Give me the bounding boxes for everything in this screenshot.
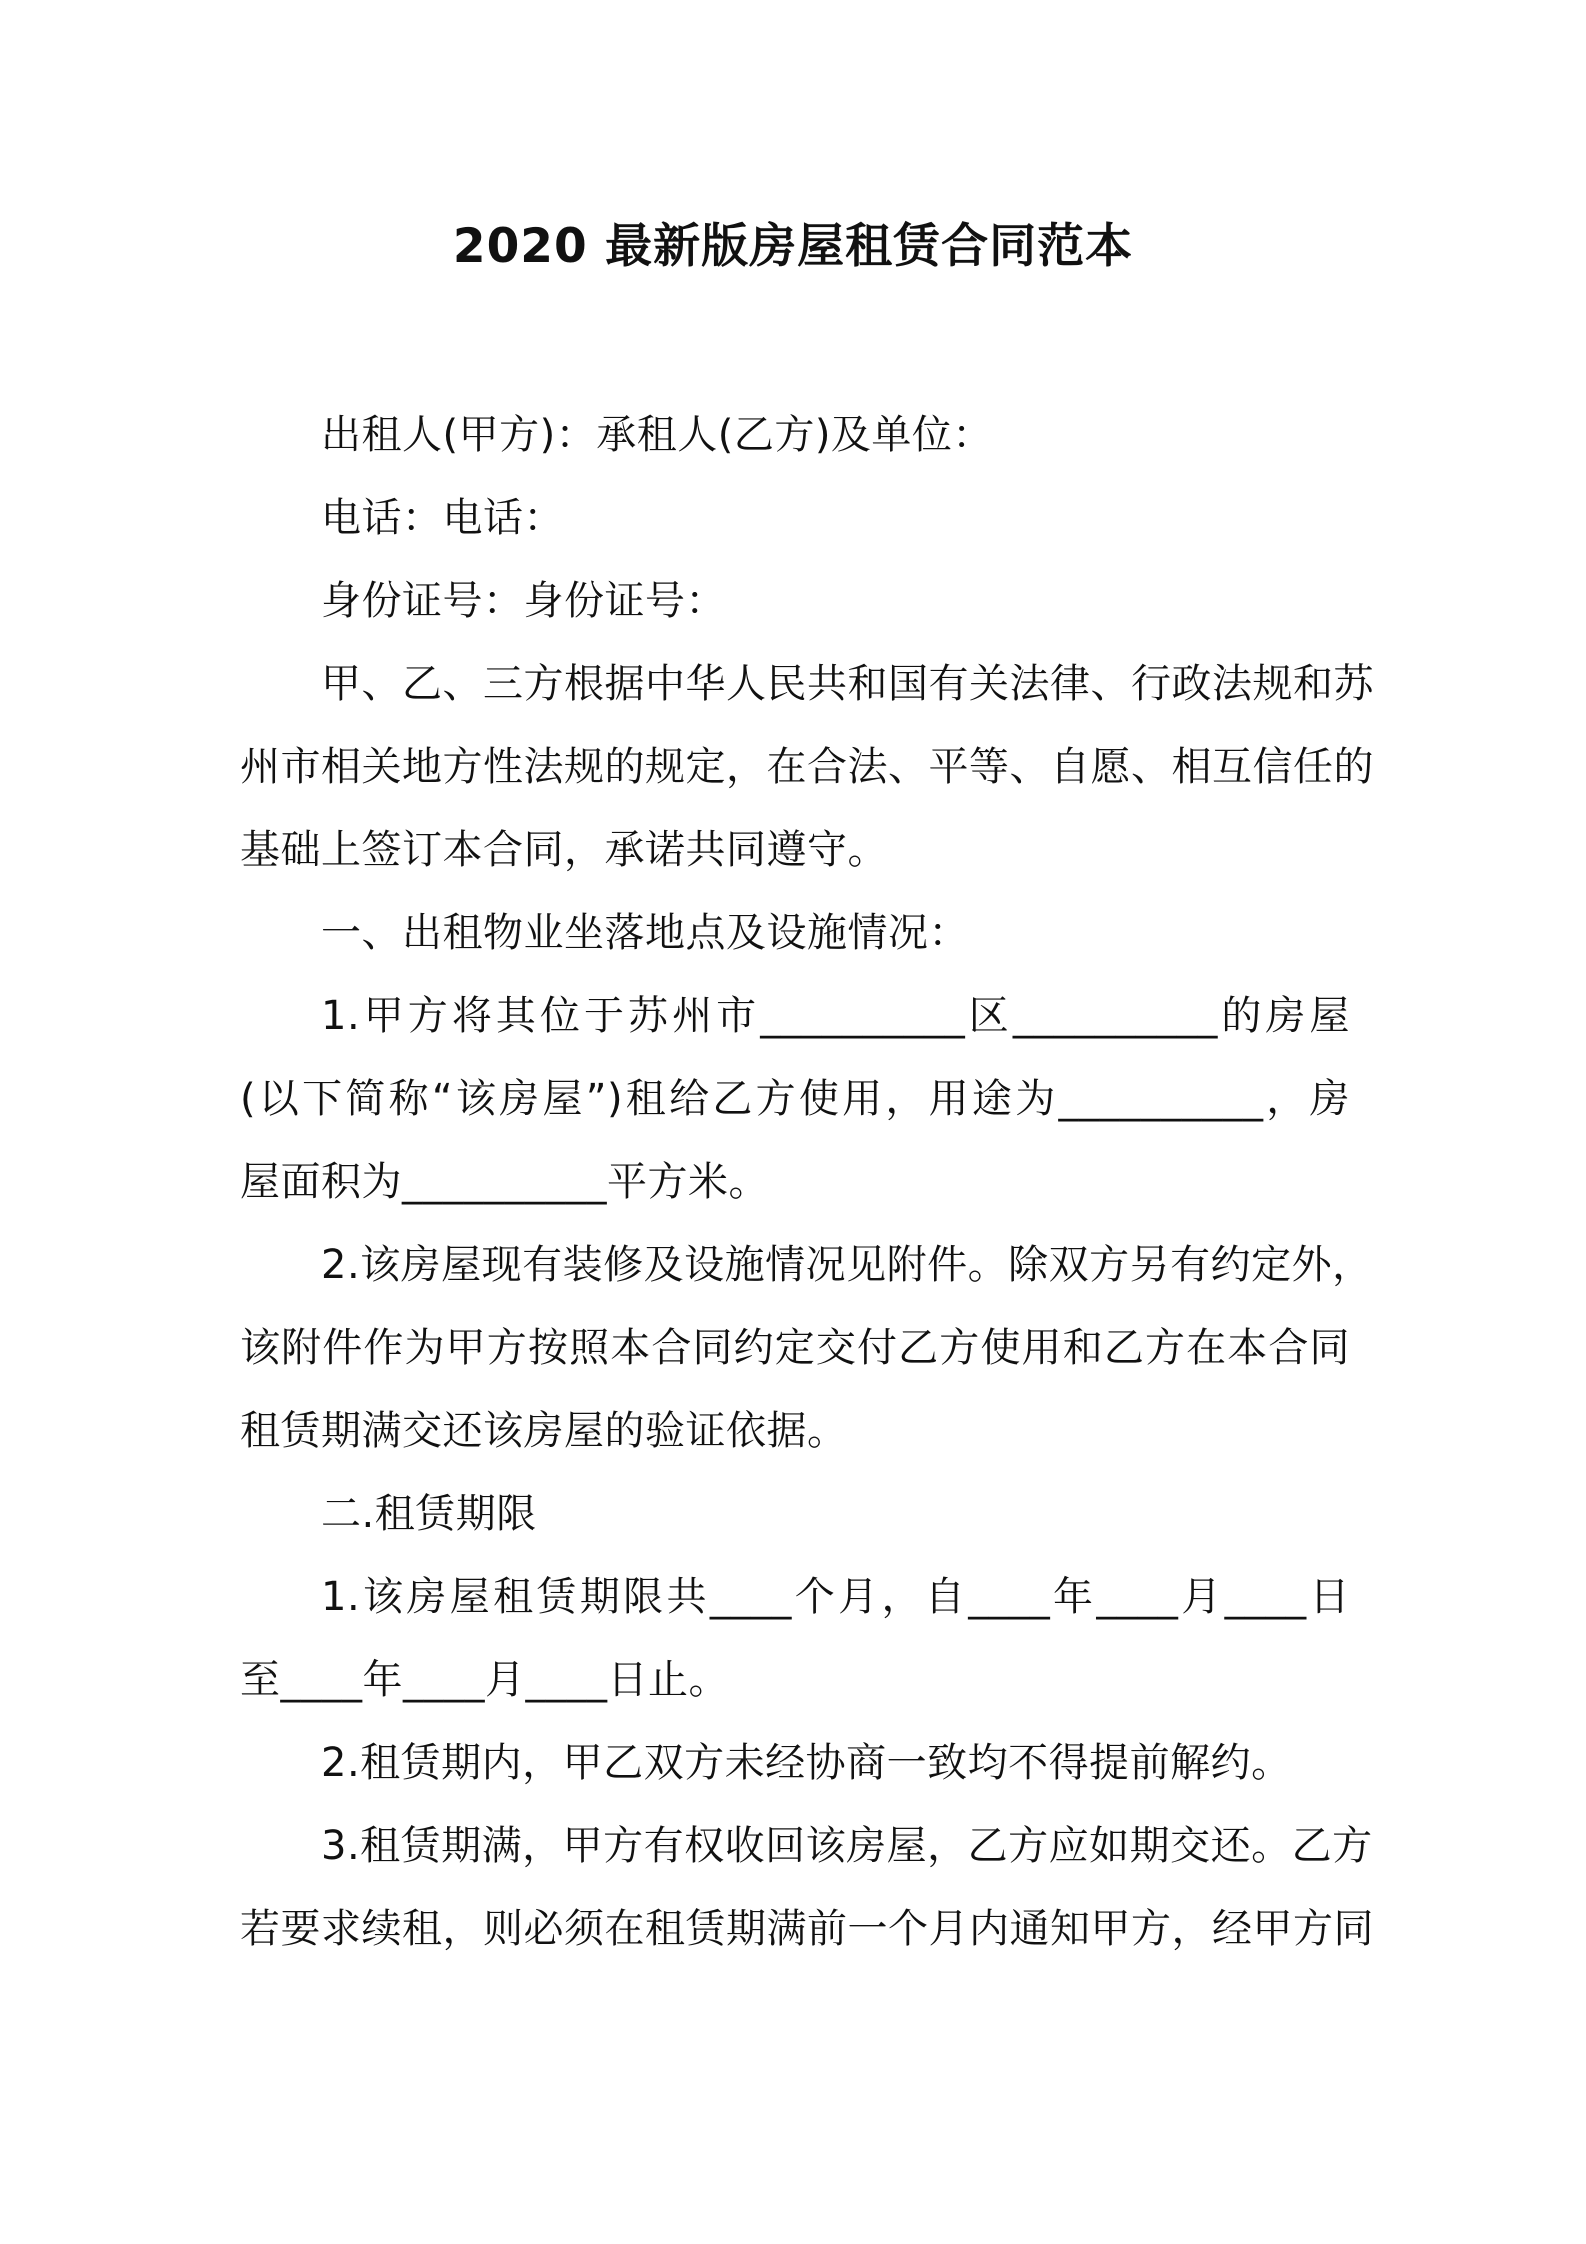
clause-1-1-line-1: 1.甲方将其位于苏州市__________区__________的房屋 [321, 993, 1350, 1039]
clause-2-2-line-1: 2.租赁期内，甲乙双方未经协商一致均不得提前解约。 [321, 1740, 1292, 1786]
clause-1-2-line-3: 租赁期满交还该房屋的验证依据。 [240, 1408, 848, 1454]
clause-1-1-line-2: (以下简称“该房屋”)租给乙方使用，用途为__________，房 [240, 1076, 1350, 1122]
id-number-line: 身份证号：身份证号： [321, 578, 726, 624]
clause-2-3-line-1: 3.租赁期满，甲方有权收回该房屋，乙方应如期交还。乙方 [321, 1823, 1373, 1869]
preamble-line-2: 州市相关地方性法规的规定，在合法、平等、自愿、相互信任的 [240, 744, 1374, 790]
clause-2-1-line-2: 至____年____月____日止。 [240, 1657, 729, 1703]
clause-2-3-line-2: 若要求续租，则必须在租赁期满前一个月内通知甲方，经甲方同 [240, 1906, 1374, 1952]
clause-2-1-line-1: 1.该房屋租赁期限共____个月，自____年____月____日 [321, 1574, 1350, 1620]
clause-1-1-line-3: 屋面积为__________平方米。 [240, 1159, 769, 1205]
clause-1-2-line-1: 2.该房屋现有装修及设施情况见附件。除双方另有约定外， [321, 1242, 1373, 1288]
section-2-heading: 二.租赁期限 [321, 1491, 537, 1537]
clause-1-2-line-2: 该附件作为甲方按照本合同约定交付乙方使用和乙方在本合同 [240, 1325, 1350, 1371]
preamble-line-3: 基础上签订本合同，承诺共同遵守。 [240, 827, 888, 873]
phone-line: 电话：电话： [321, 495, 564, 541]
document-title: 2020 最新版房屋租赁合同范本 [452, 219, 1134, 274]
section-1-heading: 一、出租物业坐落地点及设施情况： [321, 910, 969, 956]
preamble-line-1: 甲、乙、三方根据中华人民共和国有关法律、行政法规和苏 [321, 661, 1374, 707]
party-names-line: 出租人(甲方)：承租人(乙方)及单位： [321, 412, 993, 458]
